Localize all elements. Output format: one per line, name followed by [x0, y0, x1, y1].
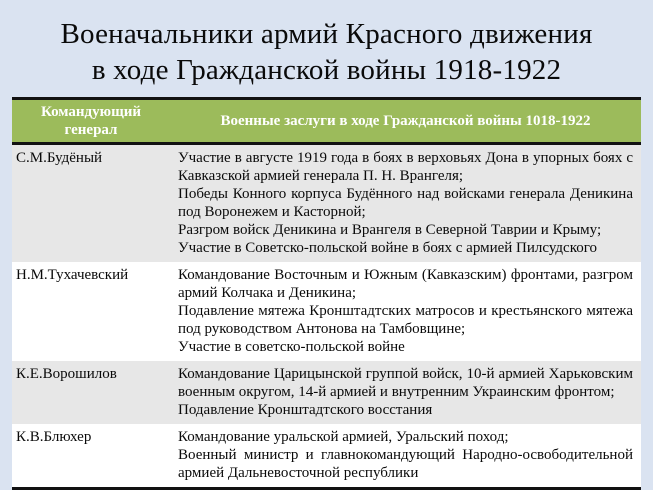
- table-header-row: [12, 97, 641, 145]
- merit-item: Разгром войск Деникина и Врангеля в Северной Таврии и Крыму;: [178, 222, 602, 238]
- general-name: К.Е.Ворошилов: [16, 366, 117, 382]
- merit-item: Участие в Советско-польской войне в боях с армией Пилсудского: [178, 240, 598, 256]
- title-line-1: Военачальники армий Красного движения: [60, 18, 593, 50]
- merit-item: Участие в советско-польской войне: [178, 339, 405, 355]
- merit-item: Участие в августе 1919 года в боях в верховьях Дона в упорных боях с Кавказской армией генерала П. Н. Врангеля;: [178, 150, 633, 184]
- table-row: [12, 262, 641, 361]
- merits-cell: [170, 145, 641, 262]
- presentation-slide: [0, 16, 653, 490]
- merit-item: Победы Конного корпуса Будённого над войсками генерала Деникина под Воронежем и Касторной;: [178, 186, 633, 220]
- merits-cell: [170, 361, 641, 424]
- column-header-general: Командующий генерал: [40, 104, 142, 138]
- merit-item: Подавление Кронштадтского восстания: [178, 402, 433, 418]
- merits-cell: [170, 424, 641, 487]
- table-row: [12, 424, 641, 487]
- merit-item: Командование Восточным и Южным (Кавказским) фронтами, разгром армий Колчака и Деникина;: [178, 267, 633, 301]
- slide-title: [0, 16, 653, 88]
- general-name: С.М.Будёный: [16, 150, 103, 166]
- table-row: [12, 361, 641, 424]
- merit-item: Командование Царицынской группой войск, 10-й армией Харьковским военным округом, 14-й армией и внутренним Украинским фронтом;: [178, 366, 633, 400]
- column-header-merits: Военные заслуги в ходе Гражданской войны 1018-1922: [220, 113, 591, 129]
- general-name: К.В.Блюхер: [16, 429, 92, 445]
- merit-item: Военный министр и главнокомандующий Народно-освободительной армией Дальневосточной республики: [178, 447, 633, 481]
- merit-item: Подавление мятежа Кронштадтских матросов и крестьянского мятежа под руководством Антонова на Тамбовщине;: [178, 303, 633, 337]
- title-line-2: в ходе Гражданской войны 1918-1922: [91, 54, 562, 86]
- table-row: [12, 145, 641, 262]
- commanders-table: [12, 97, 641, 490]
- table-body: [12, 145, 641, 487]
- general-name: Н.М.Тухачевский: [16, 267, 129, 283]
- merit-item: Командование уральской армией, Уральский поход;: [178, 429, 509, 445]
- merits-cell: [170, 262, 641, 361]
